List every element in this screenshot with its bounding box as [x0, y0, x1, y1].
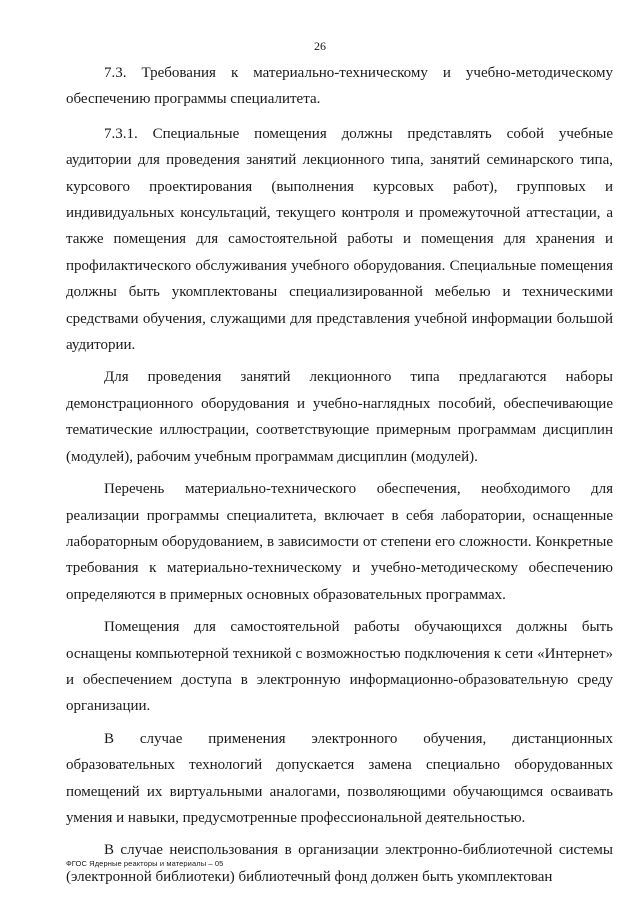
paragraph-library: В случае неиспользования в организации электронно-библиотечной системы (электронной библиотеки) библиотечный фонд должен быть укомплектован [66, 842, 613, 885]
paragraph-self-study-rooms: Помещения для самостоятельной работы обучающихся должны быть оснащены компьютерной техникой с возможностью подключения к сети «Интернет» и обеспечением доступа в электронную информационно-образовательную среду организации. [66, 619, 613, 715]
paragraph-laboratories: Перечень материально-технического обеспечения, необходимого для реализации программы специалитета, включает в себя лаборатории, оснащенные лабораторным оборудованием, в зависимости от степени его сложности. Конкретные требования к материально-техническому и учебно-методическому обеспечению определяются в примерных основных образовательных программах. [66, 481, 613, 603]
paragraph-lecture-equipment: Для проведения занятий лекционного типа предлагаются наборы демонстрационного оборудования и учебно-наглядных пособий, обеспечивающие тематические иллюстрации, соответствующие примерным программам дисциплин (модулей), рабочим учебным программам дисциплин (модулей). [66, 369, 613, 465]
paragraph-special-rooms: 7.3.1. Специальные помещения должны представлять собой учебные аудитории для проведения занятий лекционного типа, занятий семинарского типа, курсового проектирования (выполнения курсовых работ), групповых и индивидуальных консультаций, текущего контроля и промежуточной аттестации, а также помещения для самостоятельной работы и помещения для хранения и профилактического обслуживания учебного оборудования. Специальные помещения должны быть укомплектованы специализированной мебелью и техническими средствами обучения, служащими для представления учебной информации большой аудитории. [66, 125, 613, 354]
page-number: 26 [314, 39, 326, 53]
section-heading: 7.3. Требования к материально-техническому и учебно-методическому обеспечению программы специалитета. [66, 65, 613, 108]
document-body [66, 60, 613, 896]
page-footer: ФГОС Ядерные реакторы и материалы – 05 [66, 859, 224, 868]
paragraph-e-learning: В случае применения электронного обучения, дистанционных образовательных технологий допускается замена специально оборудованных помещений их виртуальными аналогами, позволяющими обучающимся осваивать умения и навыки, предусмотренные профессиональной деятельностью. [66, 730, 613, 826]
